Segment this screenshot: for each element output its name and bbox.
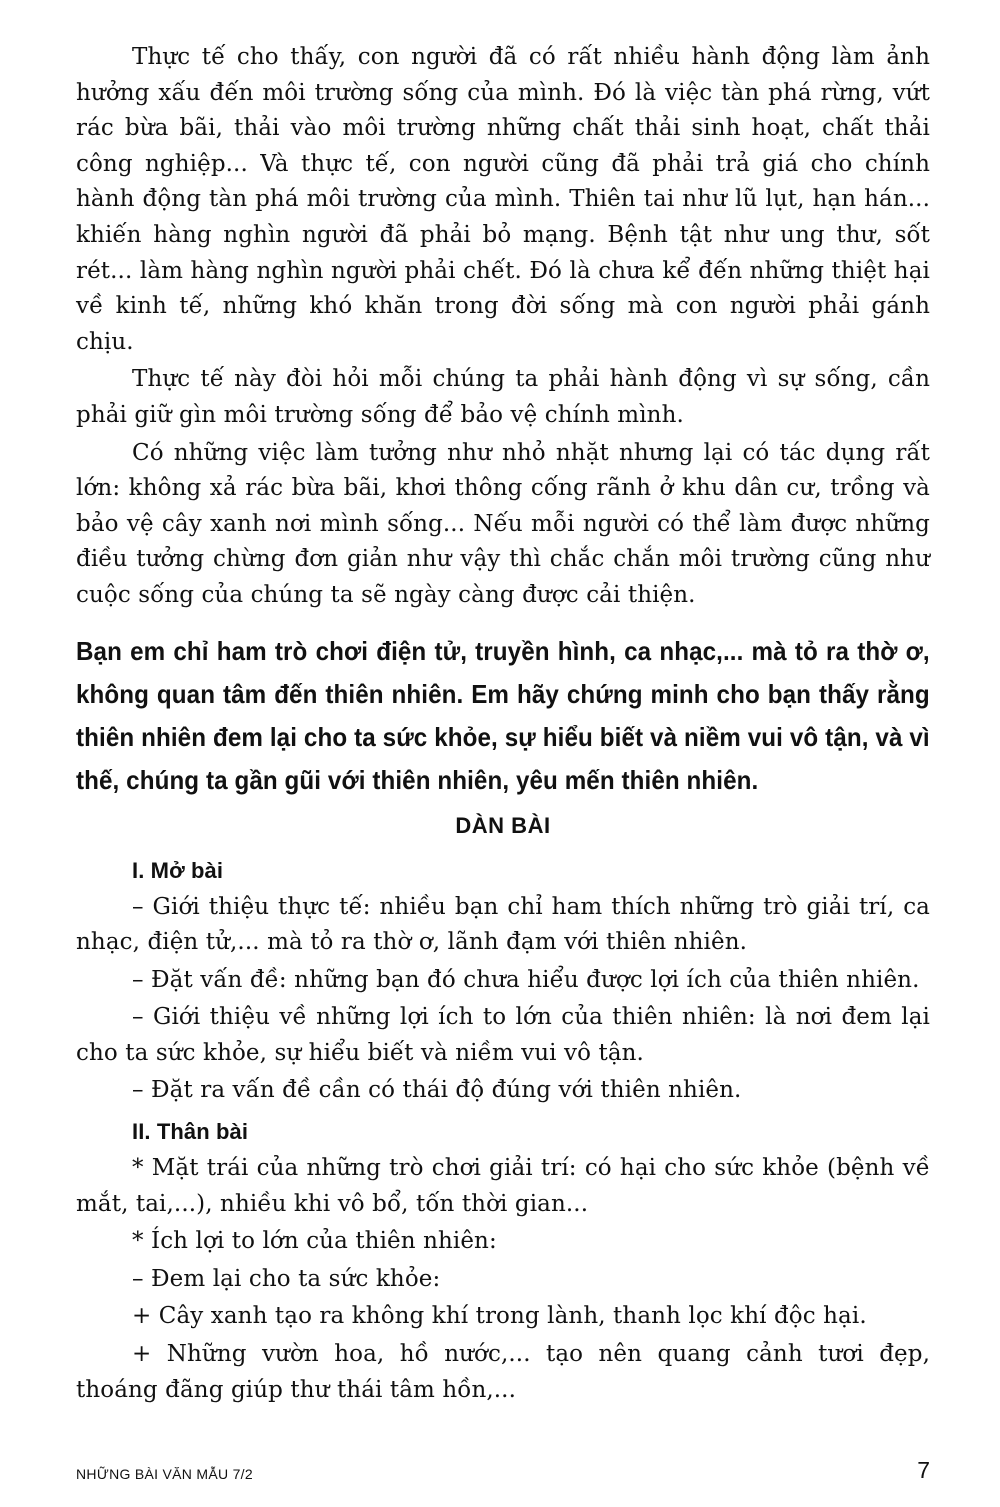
outline-item: – Giới thiệu thực tế: nhiều bạn chỉ ham thích những trò giải trí, ca nhạc, điện tử,... mà tỏ ra thờ ơ, lãnh đạm với thiên nhiên. — [76, 893, 930, 956]
outline-title: DÀN BÀI — [455, 812, 551, 838]
outline-item: * Ích lợi to lớn của thiên nhiên: — [132, 1228, 497, 1255]
page-number: 7 — [917, 1457, 930, 1483]
page-content — [76, 40, 930, 1410]
outline-section-intro — [76, 852, 930, 1110]
outline-item: – Đặt ra vấn đề cần có thái độ đúng với thiên nhiên. — [132, 1077, 742, 1104]
outline-item: – Đem lại cho ta sức khỏe: — [132, 1265, 441, 1292]
essay-prompt: Bạn em chỉ ham trò chơi điện tử, truyền hình, ca nhạc,... mà tỏ ra thờ ơ, không quan tâm đến thiên nhiên. Em hãy chứng minh cho bạn thấy rằng thiên nhiên đem lại cho ta sức khỏe, sự hiểu biết và niềm vui vô tận, và vì thế, chúng ta gần gũi với thiên nhiên, yêu mến thiên nhiên. — [76, 635, 930, 795]
intro-paragraph: Thực tế cho thấy, con người đã có rất nhiều hành động làm ảnh hưởng xấu đến môi trường sống của mình. Đó là việc tàn phá rừng, vứt rác bừa bãi, thải vào môi trường những chất thải sinh hoạt, chất thải công nghiệp... Và thực tế, con người cũng đã phải trả giá cho chính hành động tàn phá môi trường của mình. Thiên tai như lũ lụt, hạn hán... khiến hàng nghìn người đã phải bỏ mạng. Bệnh tật như ung thư, sốt rét... làm hàng nghìn người phải chết. Đó là chưa kể đến những thiệt hại về kinh tế, những khó khăn trong đời sống mà con người phải gánh chịu. — [76, 44, 930, 355]
intro-paragraph: Có những việc làm tưởng như nhỏ nhặt nhưng lại có tác dụng rất lớn: không xả rác bừa bãi, khơi thông cống rãnh ở khu dân cư, trồng và bảo vệ cây xanh nơi mình sống... Nếu mỗi người có thể làm được những điều tưởng chừng đơn giản như vậy thì chắc chắn môi trường cũng như cuộc sống của chúng ta sẽ ngày càng được cải thiện. — [76, 439, 930, 608]
intro-paragraph: Thực tế này đòi hỏi mỗi chúng ta phải hành động vì sự sống, cần phải giữ gìn môi trường sống để bảo vệ chính mình. — [76, 366, 930, 428]
outline-item: – Giới thiệu về những lợi ích to lớn của thiên nhiên: là nơi đem lại cho ta sức khỏe, sự hiểu biết và niềm vui vô tận. — [76, 1004, 930, 1066]
outline-item: + Những vườn hoa, hồ nước,... tạo nên quang cảnh tươi đẹp, thoáng đãng giúp thư thái tâm hồn,... — [76, 1341, 930, 1403]
outline-section-body — [76, 1113, 930, 1408]
footer-book-title: NHỮNG BÀI VĂN MẪU 7/2 — [76, 1466, 253, 1482]
section-heading: II. Thân bài — [132, 1119, 249, 1145]
outline-item: – Đặt vấn đề: những bạn đó chưa hiểu được lợi ích của thiên nhiên. — [132, 966, 920, 993]
section-heading: I. Mở bài — [132, 857, 224, 883]
outline-item: * Mặt trái của những trò chơi giải trí: có hại cho sức khỏe (bệnh về mắt, tai,...), nhiều khi vô bổ, tốn thời gian... — [76, 1155, 930, 1217]
intro-section — [76, 40, 930, 614]
outline-item: + Cây xanh tạo ra không khí trong lành, thanh lọc khí độc hại. — [132, 1303, 867, 1330]
